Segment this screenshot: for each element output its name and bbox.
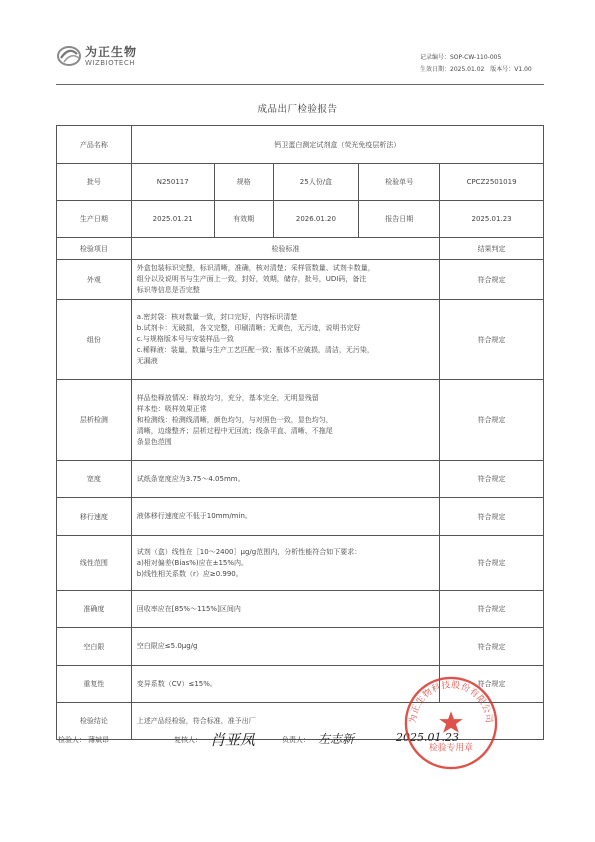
product-name-label: 产品名称 bbox=[57, 126, 132, 164]
company-logo bbox=[56, 37, 166, 82]
item-result: 符合规定 bbox=[440, 461, 544, 498]
company-name-en: WIZBIOTECH bbox=[85, 59, 136, 67]
spec-value: 25人份/盒 bbox=[273, 164, 359, 201]
standard-line: a)相对偏差(Bias%)应在±15%内。 bbox=[136, 558, 249, 567]
standard-line: c.稀释液：装量，数量与生产工艺匹配一致；瓶体不应破损，清洁，无污染， bbox=[136, 346, 374, 354]
table-row bbox=[57, 300, 544, 380]
header-divider bbox=[56, 84, 544, 85]
expiry-value: 2026.01.20 bbox=[273, 201, 359, 238]
standard-line: 试剂（盒）线性在［10～2400］μg/g范围内，分析性能符合如下要求： bbox=[136, 547, 362, 556]
item-result: 符合规定 bbox=[440, 536, 544, 591]
item-result: 符合规定 bbox=[440, 300, 544, 380]
inspection-table bbox=[56, 125, 544, 740]
inspector-name: 薄斌昂 bbox=[88, 736, 109, 744]
item-standard bbox=[131, 380, 439, 461]
table-row bbox=[57, 461, 544, 498]
batch-label: 批号 bbox=[57, 164, 132, 201]
stamp-center-text: 检验专用章 bbox=[428, 743, 474, 754]
table-row bbox=[57, 380, 544, 461]
inspection-no-value: CPCZ2501019 bbox=[440, 164, 544, 201]
column-header-standard: 检验标准 bbox=[131, 238, 439, 260]
standard-line: 样本垫：吸样效果正常 bbox=[136, 404, 207, 413]
item-result: 符合规定 bbox=[440, 498, 544, 536]
item-result: 符合规定 bbox=[440, 380, 544, 461]
table-row bbox=[57, 498, 544, 536]
standard-line: 外盒包装标识完整，标识清晰，准确，核对清楚；采样管数量、试剂卡数量， bbox=[136, 264, 375, 272]
item-name: 移行速度 bbox=[57, 498, 132, 536]
item-standard bbox=[131, 536, 439, 591]
column-header-row bbox=[57, 238, 544, 260]
item-standard bbox=[131, 260, 439, 300]
table-row bbox=[57, 164, 544, 201]
document-title: 成品出厂检验报告 bbox=[257, 104, 338, 115]
item-standard bbox=[131, 666, 439, 703]
batch-value: N250117 bbox=[131, 164, 214, 201]
stamp-text: 为正生物科技股份有限公司 bbox=[408, 680, 494, 724]
standard-line: a.密封袋：核对数量一致，封口完好，内容标识清楚 bbox=[136, 313, 298, 321]
effective-date: 生效日期：2025.01.02 bbox=[420, 66, 485, 73]
item-standard bbox=[131, 498, 439, 536]
item-standard bbox=[131, 628, 439, 666]
item-standard bbox=[131, 300, 439, 380]
table-row bbox=[57, 536, 544, 591]
record-meta bbox=[420, 52, 540, 76]
item-result: 符合规定 bbox=[440, 260, 544, 300]
standard-line: c.与规格版本号与安装样品一致 bbox=[136, 335, 234, 343]
approver-label: 负责人： bbox=[282, 736, 310, 744]
inspection-no-label: 检验单号 bbox=[359, 164, 440, 201]
product-name-value: 钙卫蛋白测定试剂盒（荧光免疫层析法） bbox=[131, 126, 543, 164]
item-name: 层析检测 bbox=[57, 380, 132, 461]
table-row bbox=[57, 126, 544, 164]
item-name: 准确度 bbox=[57, 591, 132, 628]
inspector-label: 检验人： bbox=[58, 736, 86, 744]
column-header-item: 检验项目 bbox=[57, 238, 132, 260]
standard-line: 组分以及说明书与生产面上一致，封好，效期，储存，批号，UDI码，备注 bbox=[136, 275, 367, 283]
standard-line: b.试剂卡：无破损，各文完整，印刷清晰；无黄色，无污迹，说明书完好 bbox=[136, 324, 361, 332]
production-date-value: 2025.01.21 bbox=[131, 201, 214, 238]
standard-line: 空白限应≤5.0μg/g bbox=[136, 642, 198, 650]
item-name: 线性范围 bbox=[57, 536, 132, 591]
report-date-value: 2025.01.23 bbox=[440, 201, 544, 238]
standard-line: 无漏液 bbox=[136, 357, 158, 365]
item-name: 重复性 bbox=[57, 666, 132, 703]
record-number: 记录编号：SOP-CW-110-005 bbox=[420, 54, 502, 61]
item-result: 符合规定 bbox=[440, 591, 544, 628]
standard-line: 标识等信息是否完整 bbox=[136, 286, 200, 294]
standard-line: 和检测线：检测线清晰，颜色均匀，与对照色一致，显色均匀， bbox=[136, 415, 333, 424]
table-row bbox=[57, 628, 544, 666]
item-name: 空白限 bbox=[57, 628, 132, 666]
version-number: 版本号：V1.00 bbox=[490, 66, 532, 73]
logo-mark-icon bbox=[56, 42, 82, 68]
standard-line: 试纸条宽度应为3.75～4.05mm。 bbox=[136, 474, 245, 483]
item-standard bbox=[131, 591, 439, 628]
record-date-version bbox=[420, 64, 540, 76]
standard-line: 清晰，边缘整齐；层析过程中无回流；线条平直、清晰、不拖尾 bbox=[136, 426, 333, 435]
expiry-label: 有效期 bbox=[214, 201, 273, 238]
production-date-label: 生产日期 bbox=[57, 201, 132, 238]
item-standard bbox=[131, 461, 439, 498]
table-row bbox=[57, 591, 544, 628]
standard-line: 变异系数（CV）≤15%。 bbox=[136, 679, 217, 688]
item-name: 外观 bbox=[57, 260, 132, 300]
item-result: 符合规定 bbox=[440, 666, 544, 703]
standard-line: 条显色范围 bbox=[136, 437, 172, 446]
stamp-star-icon bbox=[439, 711, 463, 733]
item-name: 宽度 bbox=[57, 461, 132, 498]
inspection-stamp bbox=[402, 674, 500, 772]
column-header-conclusion: 结果判定 bbox=[440, 238, 544, 260]
approver-signature: 左志新 bbox=[318, 732, 355, 746]
table-row bbox=[57, 201, 544, 238]
company-name-cn: 为正生物 bbox=[85, 45, 138, 59]
standard-line: 液体移行速度应不低于10mm/min。 bbox=[136, 512, 252, 520]
reviewer-label: 复核人： bbox=[174, 736, 202, 744]
sign-date: 2025.01.23 bbox=[396, 731, 459, 744]
standard-line: b)线性相关系数（r）应≥0.990。 bbox=[136, 569, 243, 578]
standard-line: 样品垫释放情况：释放均匀，充分，基本完全，无明显残留 bbox=[136, 393, 319, 402]
item-name: 检验结论 bbox=[57, 703, 132, 740]
spec-label: 规格 bbox=[214, 164, 273, 201]
table-row bbox=[57, 260, 544, 300]
standard-line: 上述产品经检验，符合标准，准予出厂 bbox=[136, 716, 256, 725]
standard-line: 回收率应在[85%～115%]区间内 bbox=[136, 604, 241, 613]
item-result: 符合规定 bbox=[440, 628, 544, 666]
item-name: 组份 bbox=[57, 300, 132, 380]
report-date-label: 报告日期 bbox=[359, 201, 440, 238]
reviewer-signature: 肖亚凤 bbox=[210, 731, 256, 749]
